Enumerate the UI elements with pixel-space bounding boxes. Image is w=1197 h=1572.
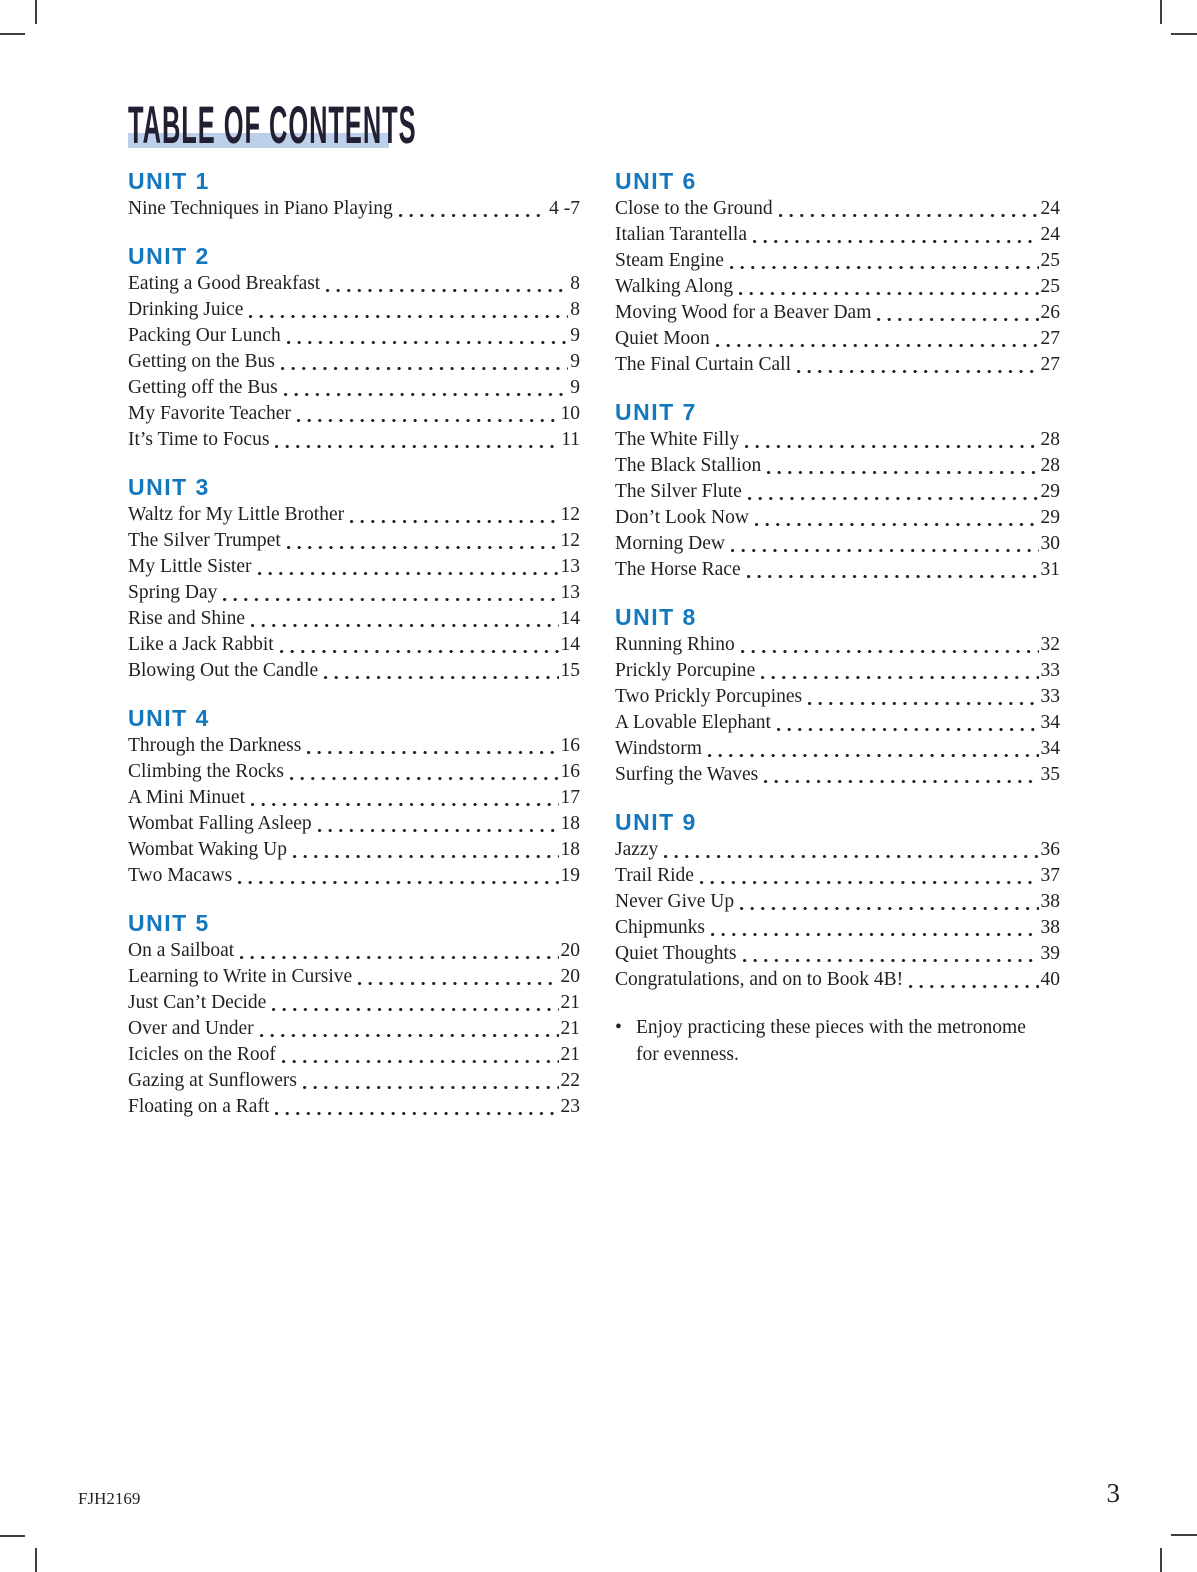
- toc-entry: [128, 323, 580, 349]
- entry-page-number: 33: [1040, 686, 1060, 707]
- note-line-2: for evenness.: [636, 1044, 739, 1065]
- toc-entry: [128, 528, 580, 554]
- toc-entry: [615, 915, 1060, 941]
- toc-entry: [615, 300, 1060, 326]
- entry-title: My Favorite Teacher: [128, 403, 291, 424]
- toc-entry: [615, 736, 1060, 762]
- unit-heading: UNIT 1: [128, 168, 210, 194]
- entry-page-number: 9: [570, 351, 580, 372]
- page-number: 3: [1106, 1478, 1120, 1508]
- toc-entry: [128, 1068, 580, 1094]
- toc-entry: [128, 785, 580, 811]
- dot-leader: [223, 580, 558, 606]
- page-title-block: [128, 96, 729, 155]
- toc-entry: [615, 632, 1060, 658]
- unit-block: [128, 168, 580, 222]
- entry-title: Climbing the Rocks: [128, 761, 284, 782]
- page-title: TABLE OF CONTENTS: [128, 96, 417, 155]
- entry-page-number: 8: [570, 273, 580, 294]
- toc-entry: [615, 531, 1060, 557]
- dot-leader: [238, 863, 558, 889]
- toc-entry: [128, 554, 580, 580]
- dot-leader: [877, 300, 1038, 326]
- entry-page-number: 38: [1040, 917, 1060, 938]
- entry-title: Over and Under: [128, 1018, 254, 1039]
- toc-entry: [128, 427, 580, 453]
- entry-page-number: 15: [560, 660, 580, 681]
- entry-title: Learning to Write in Cursive: [128, 966, 353, 987]
- entry-title: Blowing Out the Candle: [128, 660, 319, 681]
- entry-title: The Black Stallion: [615, 455, 762, 476]
- toc-entry: [128, 401, 580, 427]
- entry-title: My Little Sister: [128, 556, 252, 577]
- dot-leader: [249, 297, 568, 323]
- toc-entry: [615, 248, 1060, 274]
- toc-entry: [615, 274, 1060, 300]
- dot-leader: [297, 401, 559, 427]
- entry-title: Icicles on the Roof: [128, 1044, 276, 1065]
- toc-entry: [128, 580, 580, 606]
- toc-entry: [615, 889, 1060, 915]
- crop-mark: [0, 33, 25, 35]
- unit-heading: UNIT 6: [615, 168, 697, 194]
- entry-page-number: 37: [1040, 865, 1060, 886]
- entry-page-number: 13: [560, 556, 580, 577]
- entry-page-number: 19: [560, 865, 580, 886]
- dot-leader: [251, 785, 558, 811]
- dot-leader: [280, 632, 559, 658]
- entry-title: Gazing at Sunflowers: [128, 1070, 297, 1091]
- dot-leader: [326, 271, 568, 297]
- dot-leader: [745, 427, 1038, 453]
- toc-entry: [615, 479, 1060, 505]
- entry-title: Two Macaws: [128, 865, 233, 886]
- note-text: [636, 1014, 1026, 1068]
- entry-page-number: 27: [1040, 354, 1060, 375]
- entry-page-number: 28: [1040, 455, 1060, 476]
- entry-title: Jazzy: [615, 839, 659, 860]
- dot-leader: [358, 964, 558, 990]
- entry-title: Like a Jack Rabbit: [128, 634, 274, 655]
- dot-leader: [324, 658, 558, 684]
- entry-page-number: 39: [1040, 943, 1060, 964]
- unit-heading: UNIT 8: [615, 604, 697, 630]
- dot-leader: [287, 528, 559, 554]
- unit-block: [128, 910, 580, 1120]
- entry-title: Getting off the Bus: [128, 377, 278, 398]
- dot-leader: [664, 837, 1038, 863]
- entry-page-number: 21: [560, 1018, 580, 1039]
- entry-page-number: 29: [1040, 507, 1060, 528]
- entry-title: Packing Our Lunch: [128, 325, 281, 346]
- toc-entry: [128, 196, 580, 222]
- dot-leader: [287, 323, 569, 349]
- toc-column-left: [128, 168, 580, 1141]
- entry-page-number: 27: [1040, 328, 1060, 349]
- entry-page-number: 31: [1040, 559, 1060, 580]
- entry-page-number: 25: [1040, 250, 1060, 271]
- entry-title: Prickly Porcupine: [615, 660, 756, 681]
- dot-leader: [282, 1042, 559, 1068]
- unit-block: [615, 604, 1060, 788]
- entry-title: Windstorm: [615, 738, 702, 759]
- entry-page-number: 38: [1040, 891, 1060, 912]
- entry-page-number: 4 -7: [549, 198, 580, 219]
- entry-page-number: 12: [560, 530, 580, 551]
- toc-entry: [615, 427, 1060, 453]
- entry-page-number: 18: [560, 839, 580, 860]
- entry-page-number: 21: [560, 992, 580, 1013]
- entry-title: Two Prickly Porcupines: [615, 686, 803, 707]
- toc-entry: [615, 658, 1060, 684]
- dot-leader: [251, 606, 559, 632]
- entry-title: Eating a Good Breakfast: [128, 273, 321, 294]
- entry-title: The White Filly: [615, 429, 740, 450]
- dot-leader: [293, 837, 559, 863]
- entry-title: The Silver Flute: [615, 481, 742, 502]
- toc-entry: [128, 502, 580, 528]
- dot-leader: [808, 684, 1038, 710]
- dot-leader: [739, 274, 1038, 300]
- entry-title: Don’t Look Now: [615, 507, 749, 528]
- entry-title: Wombat Falling Asleep: [128, 813, 312, 834]
- crop-mark: [1160, 0, 1162, 24]
- entry-page-number: 10: [560, 403, 580, 424]
- dot-leader: [764, 762, 1038, 788]
- entry-title: Trail Ride: [615, 865, 694, 886]
- entry-title: Drinking Juice: [128, 299, 244, 320]
- toc-entry: [615, 222, 1060, 248]
- unit-heading: UNIT 2: [128, 243, 210, 269]
- toc-entry: [615, 453, 1060, 479]
- dot-leader: [281, 349, 568, 375]
- toc-entry: [615, 505, 1060, 531]
- toc-entry: [128, 1016, 580, 1042]
- entry-page-number: 12: [560, 504, 580, 525]
- entry-page-number: 28: [1040, 429, 1060, 450]
- dot-leader: [753, 222, 1039, 248]
- dot-leader: [711, 915, 1039, 941]
- toc-entry: [128, 349, 580, 375]
- unit-heading: UNIT 7: [615, 399, 697, 425]
- toc-entry: [128, 1042, 580, 1068]
- entry-page-number: 30: [1040, 533, 1060, 554]
- unit-block: [128, 474, 580, 684]
- toc-column-right: [615, 168, 1060, 1068]
- entry-page-number: 16: [560, 761, 580, 782]
- entry-page-number: 16: [560, 735, 580, 756]
- dot-leader: [779, 196, 1039, 222]
- dot-leader: [307, 733, 558, 759]
- dot-leader: [741, 632, 1039, 658]
- toc-entry: [128, 837, 580, 863]
- entry-title: It’s Time to Focus: [128, 429, 270, 450]
- toc-entry: [615, 196, 1060, 222]
- toc-entry: [128, 938, 580, 964]
- entry-title: Through the Darkness: [128, 735, 302, 756]
- entry-title: On a Sailboat: [128, 940, 235, 961]
- dot-leader: [731, 531, 1039, 557]
- dot-leader: [318, 811, 559, 837]
- toc-entry: [128, 759, 580, 785]
- entry-title: Never Give Up: [615, 891, 735, 912]
- crop-mark: [35, 1548, 37, 1572]
- entry-title: The Horse Race: [615, 559, 741, 580]
- toc-entry: [615, 684, 1060, 710]
- entry-title: Getting on the Bus: [128, 351, 275, 372]
- entry-title: Walking Along: [615, 276, 734, 297]
- toc-entry: [615, 710, 1060, 736]
- unit-heading: UNIT 4: [128, 705, 210, 731]
- dot-leader: [700, 863, 1039, 889]
- toc-entry: [128, 606, 580, 632]
- unit-block: [615, 809, 1060, 993]
- dot-leader: [275, 1094, 558, 1120]
- dot-leader: [240, 938, 558, 964]
- entry-page-number: 20: [560, 940, 580, 961]
- note-line-1: Enjoy practicing these pieces with the metronome: [636, 1017, 1026, 1038]
- toc-entry: [615, 863, 1060, 889]
- entry-page-number: 34: [1040, 712, 1060, 733]
- entry-title: Spring Day: [128, 582, 218, 603]
- entry-title: Running Rhino: [615, 634, 735, 655]
- entry-title: The Silver Trumpet: [128, 530, 281, 551]
- toc-entry: [128, 990, 580, 1016]
- dot-leader: [748, 479, 1039, 505]
- dot-leader: [303, 1068, 559, 1094]
- dot-leader: [260, 1016, 559, 1042]
- entry-title: Waltz for My Little Brother: [128, 504, 345, 525]
- unit-block: [128, 705, 580, 889]
- unit-block: [615, 168, 1060, 378]
- crop-mark: [1171, 33, 1197, 35]
- unit-block: [128, 243, 580, 453]
- toc-entry: [128, 863, 580, 889]
- entry-page-number: 24: [1040, 198, 1060, 219]
- entry-page-number: 36: [1040, 839, 1060, 860]
- entry-title: Chipmunks: [615, 917, 705, 938]
- entry-title: A Lovable Elephant: [615, 712, 771, 733]
- dot-leader: [743, 941, 1039, 967]
- entry-page-number: 29: [1040, 481, 1060, 502]
- entry-page-number: 13: [560, 582, 580, 603]
- toc-entry: [615, 941, 1060, 967]
- toc-entry: [615, 762, 1060, 788]
- catalog-number: FJH2169: [78, 1489, 141, 1508]
- entry-title: Steam Engine: [615, 250, 724, 271]
- toc-entry: [128, 375, 580, 401]
- unit-heading: UNIT 9: [615, 809, 697, 835]
- entry-page-number: 25: [1040, 276, 1060, 297]
- unit-heading: UNIT 3: [128, 474, 210, 500]
- entry-page-number: 11: [561, 429, 580, 450]
- entry-title: Floating on a Raft: [128, 1096, 270, 1117]
- toc-entry: [128, 733, 580, 759]
- entry-page-number: 22: [560, 1070, 580, 1091]
- unit-block: [615, 399, 1060, 583]
- entry-title: Nine Techniques in Piano Playing: [128, 198, 393, 219]
- entry-page-number: 9: [570, 325, 580, 346]
- entry-title: Surfing the Waves: [615, 764, 759, 785]
- dot-leader: [740, 889, 1038, 915]
- entry-page-number: 33: [1040, 660, 1060, 681]
- entry-page-number: 20: [560, 966, 580, 987]
- entry-title: Close to the Ground: [615, 198, 773, 219]
- crop-mark: [35, 0, 37, 24]
- entry-title: The Final Curtain Call: [615, 354, 792, 375]
- entry-title: Quiet Moon: [615, 328, 710, 349]
- toc-entry: [128, 632, 580, 658]
- toc-entry: [128, 297, 580, 323]
- entry-page-number: 35: [1040, 764, 1060, 785]
- entry-title: Morning Dew: [615, 533, 725, 554]
- toc-entry: [615, 837, 1060, 863]
- toc-entry: [128, 271, 580, 297]
- dot-leader: [909, 967, 1038, 993]
- entry-page-number: 21: [560, 1044, 580, 1065]
- dot-leader: [350, 502, 558, 528]
- dot-leader: [797, 352, 1038, 378]
- crop-mark: [1160, 1548, 1162, 1572]
- entry-title: A Mini Minuet: [128, 787, 246, 808]
- toc-entry: [615, 352, 1060, 378]
- entry-page-number: 14: [560, 634, 580, 655]
- note-bullet: •: [615, 1017, 622, 1038]
- crop-mark: [0, 1535, 25, 1537]
- entry-title: Just Can’t Decide: [128, 992, 267, 1013]
- toc-entry: [128, 1094, 580, 1120]
- dot-leader: [747, 557, 1039, 583]
- entry-page-number: 24: [1040, 224, 1060, 245]
- entry-page-number: 18: [560, 813, 580, 834]
- crop-mark: [1171, 1534, 1197, 1536]
- entry-page-number: 40: [1040, 969, 1060, 990]
- toc-entry: [128, 964, 580, 990]
- dot-leader: [777, 710, 1039, 736]
- toc-entry: [615, 326, 1060, 352]
- entry-page-number: 14: [560, 608, 580, 629]
- practice-note: [615, 1014, 1060, 1068]
- entry-page-number: 9: [570, 377, 580, 398]
- entry-title: Quiet Thoughts: [615, 943, 737, 964]
- entry-title: Wombat Waking Up: [128, 839, 287, 860]
- entry-title: Rise and Shine: [128, 608, 245, 629]
- dot-leader: [284, 375, 569, 401]
- entry-title: Moving Wood for a Beaver Dam: [615, 302, 872, 323]
- entry-page-number: 34: [1040, 738, 1060, 759]
- dot-leader: [272, 990, 558, 1016]
- entry-page-number: 26: [1040, 302, 1060, 323]
- dot-leader: [258, 554, 559, 580]
- dot-leader: [730, 248, 1039, 274]
- unit-heading: UNIT 5: [128, 910, 210, 936]
- dot-leader: [761, 658, 1038, 684]
- dot-leader: [399, 196, 547, 222]
- entry-title: Italian Tarantella: [615, 224, 747, 245]
- dot-leader: [767, 453, 1038, 479]
- dot-leader: [290, 759, 559, 785]
- toc-entry: [615, 557, 1060, 583]
- toc-entry: [128, 811, 580, 837]
- entry-page-number: 8: [570, 299, 580, 320]
- dot-leader: [755, 505, 1039, 531]
- dot-leader: [275, 427, 559, 453]
- toc-entry: [615, 967, 1060, 993]
- dot-leader: [708, 736, 1039, 762]
- entry-page-number: 17: [560, 787, 580, 808]
- entry-title: Congratulations, and on to Book 4B!: [615, 969, 904, 990]
- toc-entry: [128, 658, 580, 684]
- dot-leader: [716, 326, 1039, 352]
- entry-page-number: 32: [1040, 634, 1060, 655]
- entry-page-number: 23: [560, 1096, 580, 1117]
